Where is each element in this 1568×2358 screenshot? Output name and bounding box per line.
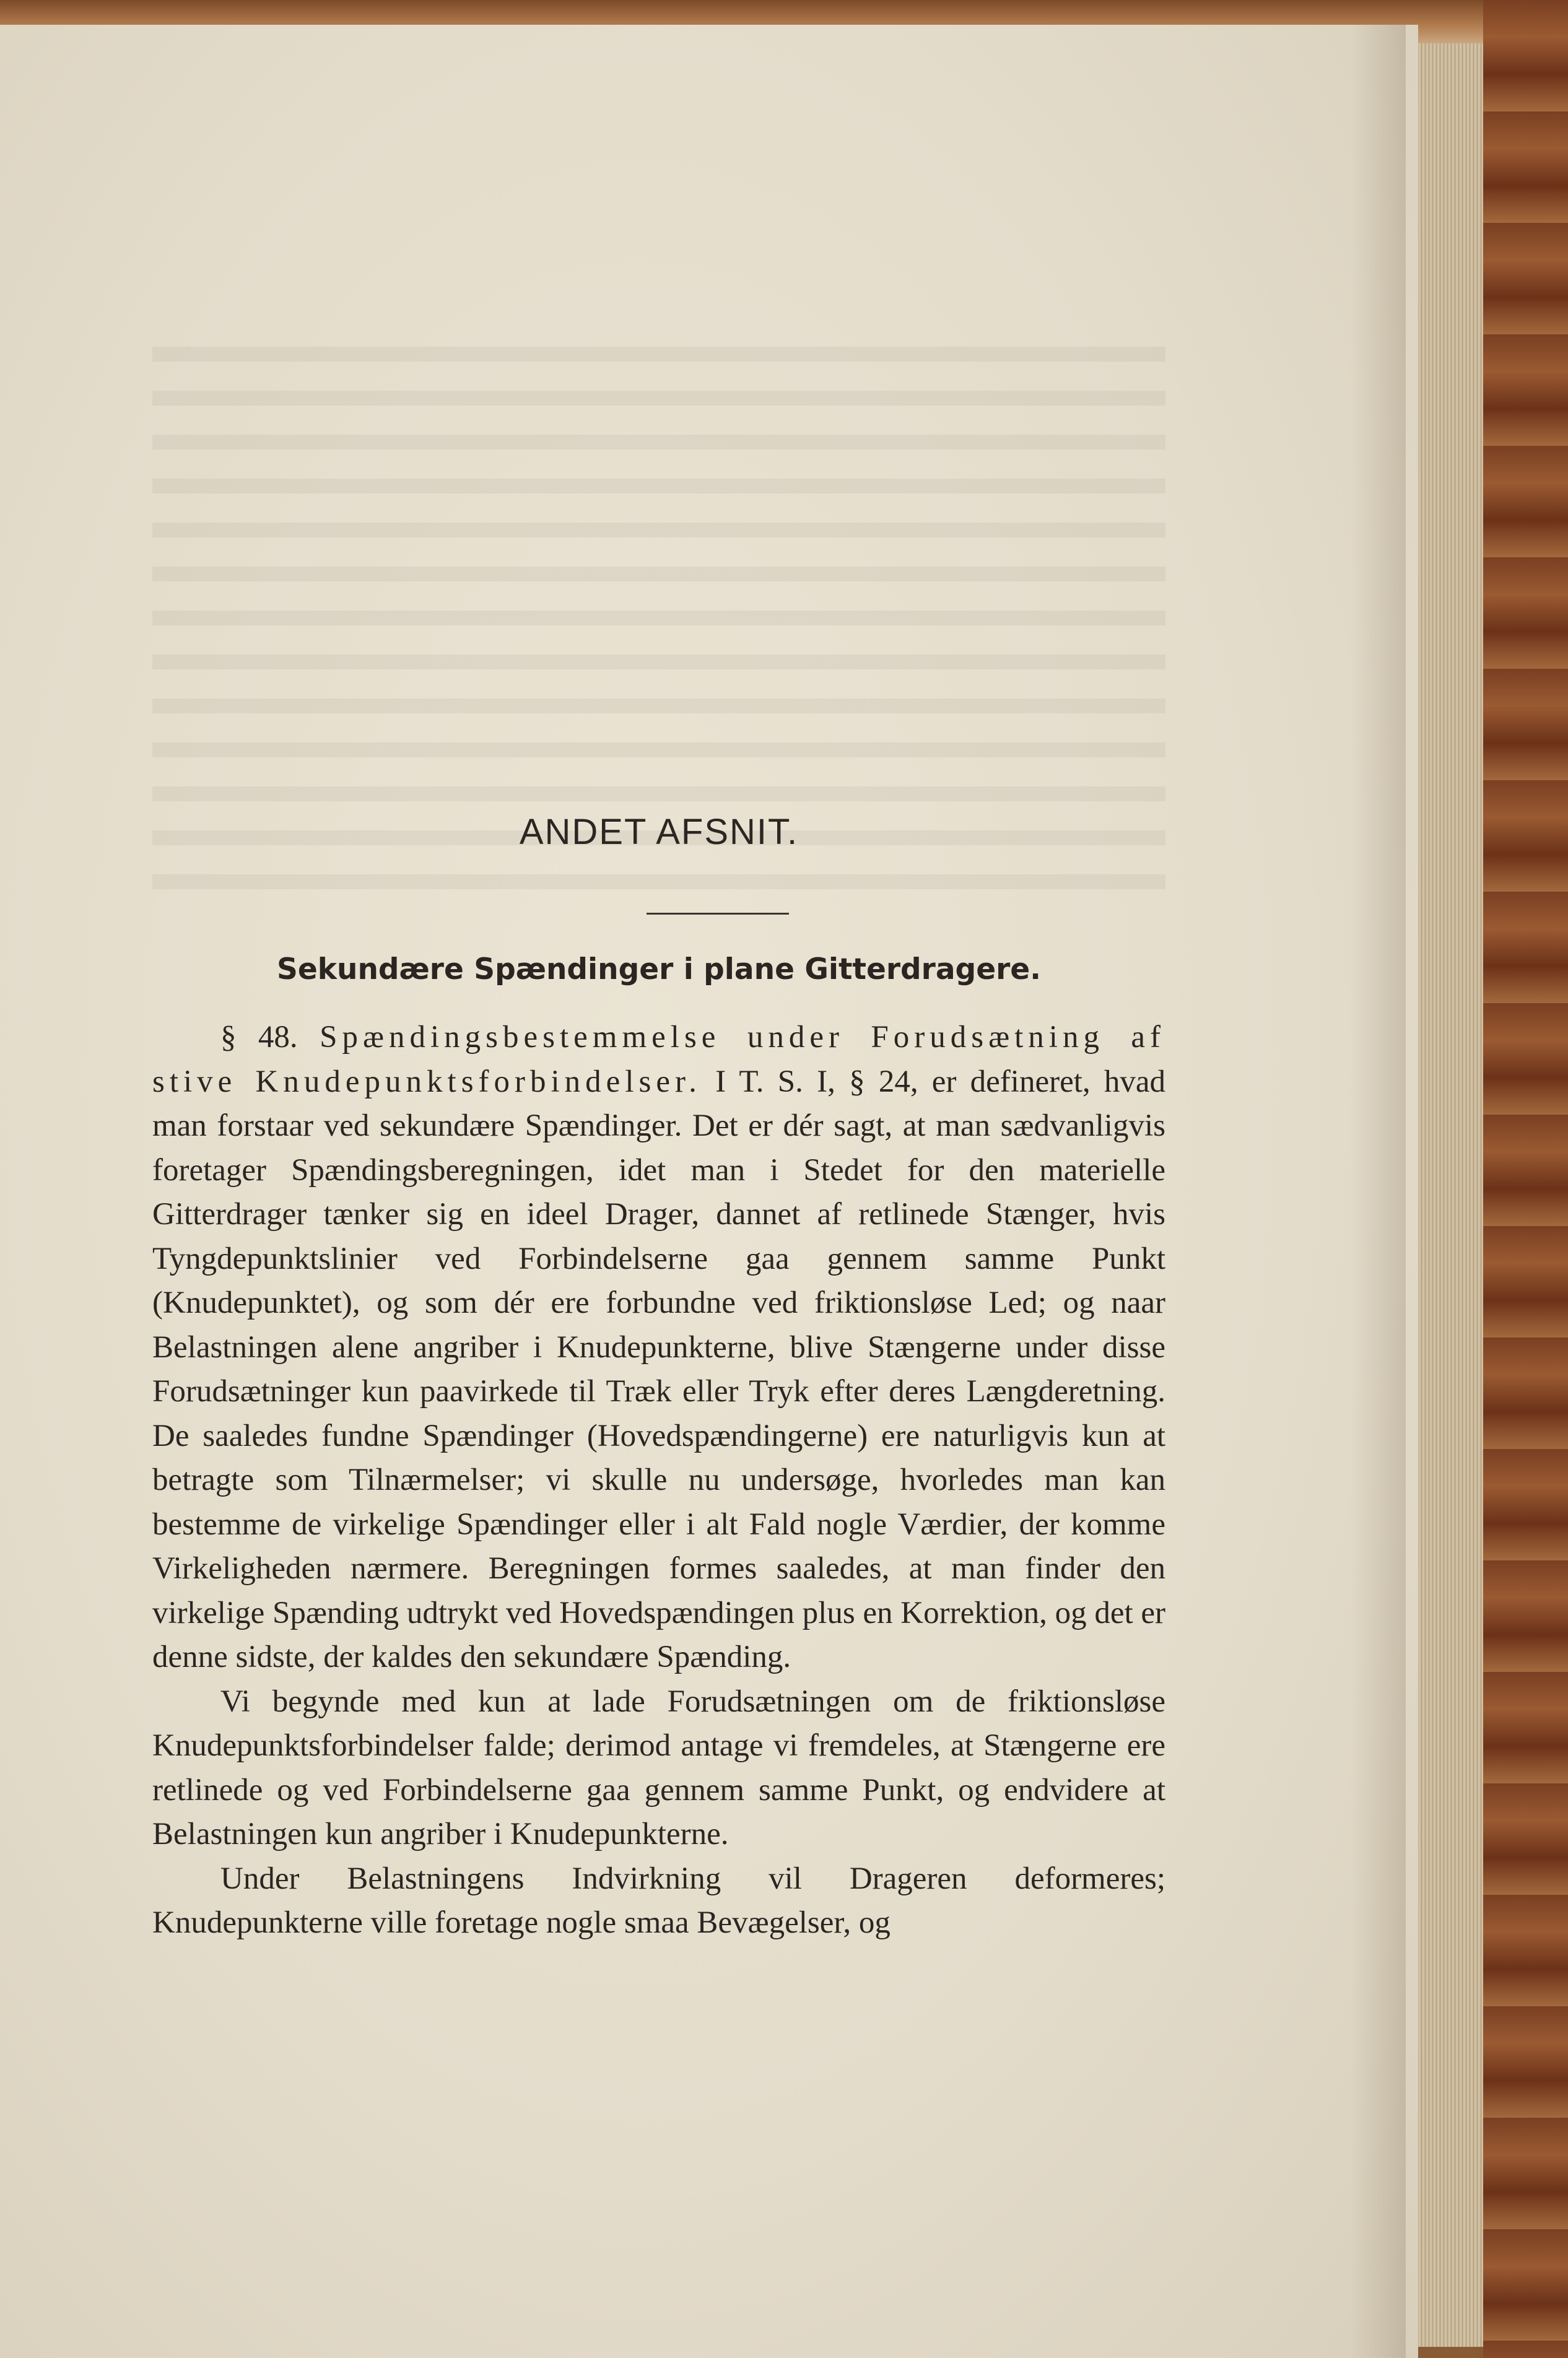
- page-shadow: [1350, 25, 1406, 2358]
- body-text: [152, 1016, 1165, 1946]
- paragraph-48: [152, 1016, 1165, 1680]
- paragraph-3: Under Belastningens Indvirkning vil Drageren deformeres; Knudepunkterne ville foretage nogle smaa Bevægelser, og: [152, 1861, 1165, 1940]
- section-subtitle: Spændingsbestemmelse under Forudsætning af stive Knudepunktsforbindelser.: [152, 1020, 1165, 1099]
- title-rule: [647, 913, 789, 915]
- paragraph-2: Vi begynde med kun at lade Forudsætningen om de friktionsløse Knudepunktsforbindelser falde; derimod antage vi fremdeles, at Stængerne ere retlinede og ved Forbindelserne gaa gennem samme Punkt, og endvidere at Belastningen kun angriber i Knudepunkterne.: [152, 1684, 1165, 1851]
- paragraph-text: I T. S. I, § 24, er defineret, hvad man forstaar ved sekundære Spændinger. Det er dér sagt, at man sædvanligvis foretager Spændingsberegningen, idet man i Stedet for den materielle Gitterdrager tænker sig en ideel Drager, dannet af retlinede Stænger, hvis Tyngdepunktslinier ved Forbindelserne gaa gennem samme Punkt (Knudepunktet), og som dér ere forbundne ved friktionsløse Led; og naar Belastningen alene angriber i Knudepunkterne, blive Stængerne under disse Forudsætninger kun paavirkede til Træk eller Tryk efter deres Længderetning. De saaledes fundne Spændinger (Hovedspændingerne) ere naturligvis kun at betragte som Tilnærmelser; vi skulle nu undersøge, hvorledes man kan bestemme de virkelige Spændinger eller i alt Fald nogle Værdier, der komme Virkeligheden nærmere. Beregningen formes saaledes, at man finder den virkelige Spænding udtrykt ved Hovedspændingen plus en Korrektion, og det er denne sidste, der kaldes den sekundære Spænding.: [152, 1064, 1166, 1674]
- section-title: ANDET AFSNIT.: [519, 812, 799, 852]
- section-number: § 48.: [220, 1020, 320, 1055]
- chapter-heading: Sekundære Spændinger i plane Gitterdragere.: [277, 952, 1041, 986]
- book-cover-edge: [1483, 0, 1568, 2358]
